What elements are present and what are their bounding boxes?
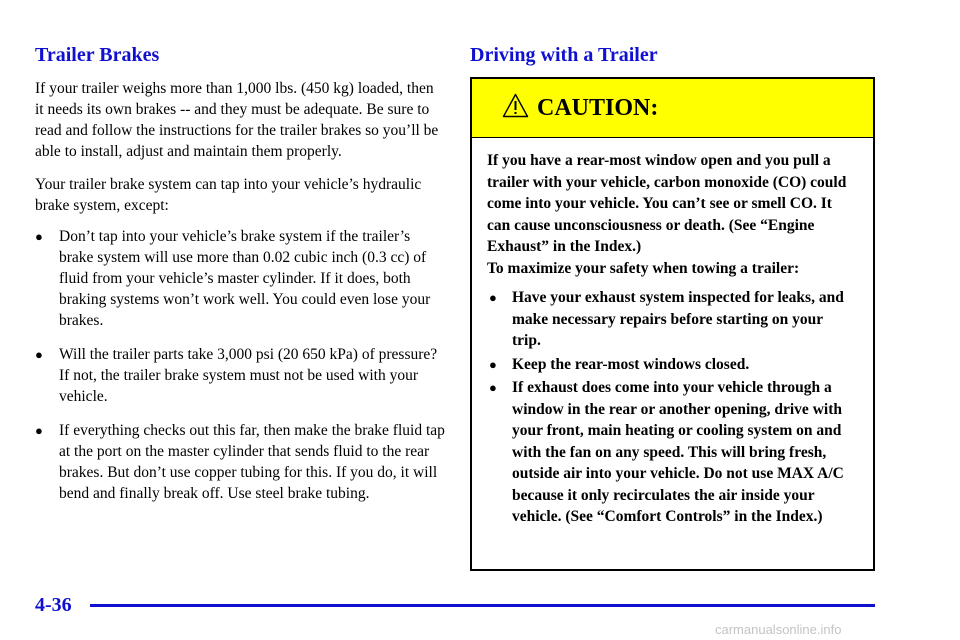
- caution-title: CAUTION:: [537, 95, 659, 121]
- bullet-icon: ●: [489, 290, 497, 305]
- paragraph: Your trailer brake system can tap into your vehicle’s hydraulic brake system, except:: [35, 176, 422, 214]
- page-number: 4-36: [35, 594, 72, 616]
- caution-intro: If you have a rear-most window open and you pull a trailer with your vehicle, carbon monoxide (CO) could come into your vehicle. You can’t see or smell CO. It can cause unconsciousness or death. (See “Engine Exhaust” in the Index.): [487, 152, 847, 255]
- bullet-list: [35, 226, 445, 504]
- bullet-icon: ●: [35, 347, 43, 362]
- section-heading-trailer-brakes: Trailer Brakes: [35, 44, 160, 66]
- warning-triangle-icon: [502, 93, 529, 118]
- list-item: [487, 377, 855, 528]
- list-item: [35, 420, 445, 504]
- bullet-icon: ●: [35, 423, 43, 438]
- list-item-text: Don’t tap into your vehicle’s brake system if the trailer’s brake system will use more than 0.02 cubic inch (0.3 cc) of fluid from your vehicle’s master cylinder. If it does, both braking systems won’t work well. You could even lose your brakes.: [59, 228, 431, 329]
- caution-banner: [472, 79, 873, 138]
- bullet-icon: ●: [489, 356, 497, 372]
- list-item-text: Keep the rear-most windows closed.: [512, 355, 750, 373]
- caution-body: [472, 138, 873, 528]
- left-column: [35, 78, 445, 517]
- list-item-text: Have your exhaust system inspected for leaks, and make necessary repairs before starting on your trip.: [512, 289, 844, 349]
- bullet-icon: ●: [35, 229, 43, 244]
- footer-rule: [90, 604, 875, 607]
- list-item: [35, 344, 445, 407]
- watermark: carmanualsonline.info: [715, 622, 842, 637]
- list-item: [35, 226, 445, 331]
- list-item: [487, 354, 855, 376]
- section-heading-driving-with-trailer: Driving with a Trailer: [470, 44, 658, 66]
- list-item: [487, 287, 855, 352]
- paragraph: If your trailer weighs more than 1,000 lbs. (450 kg) loaded, then it needs its own brakes -- and they must be adequate. Be sure to read and follow the instructions for the trailer brakes so you’ll be able to install, adjust and maintain them properly.: [35, 80, 439, 160]
- list-item-text: If everything checks out this far, then make the brake fluid tap at the port on the master cylinder that sends fluid to the rear brakes. But don’t use copper tubing for this. If you do, it will bend and finally break off. Use steel brake tubing.: [59, 422, 445, 502]
- caution-box: [470, 77, 875, 571]
- list-item-text: If exhaust does come into your vehicle through a window in the rear or another opening, drive with your front, main heating or cooling system on and with the fan on any speed. This will bring fresh, outside air into your vehicle. Do not use MAX A/C because it only recirculates the air inside your vehicle. (See “Comfort Controls” in the Index.): [512, 379, 844, 525]
- caution-lead: To maximize your safety when towing a trailer:: [487, 259, 800, 277]
- bullet-icon: ●: [489, 380, 497, 395]
- list-item-text: Will the trailer parts take 3,000 psi (20 650 kPa) of pressure? If not, the trailer brake system must not be used with your vehicle.: [59, 346, 438, 405]
- caution-bullet-list: [487, 287, 855, 528]
